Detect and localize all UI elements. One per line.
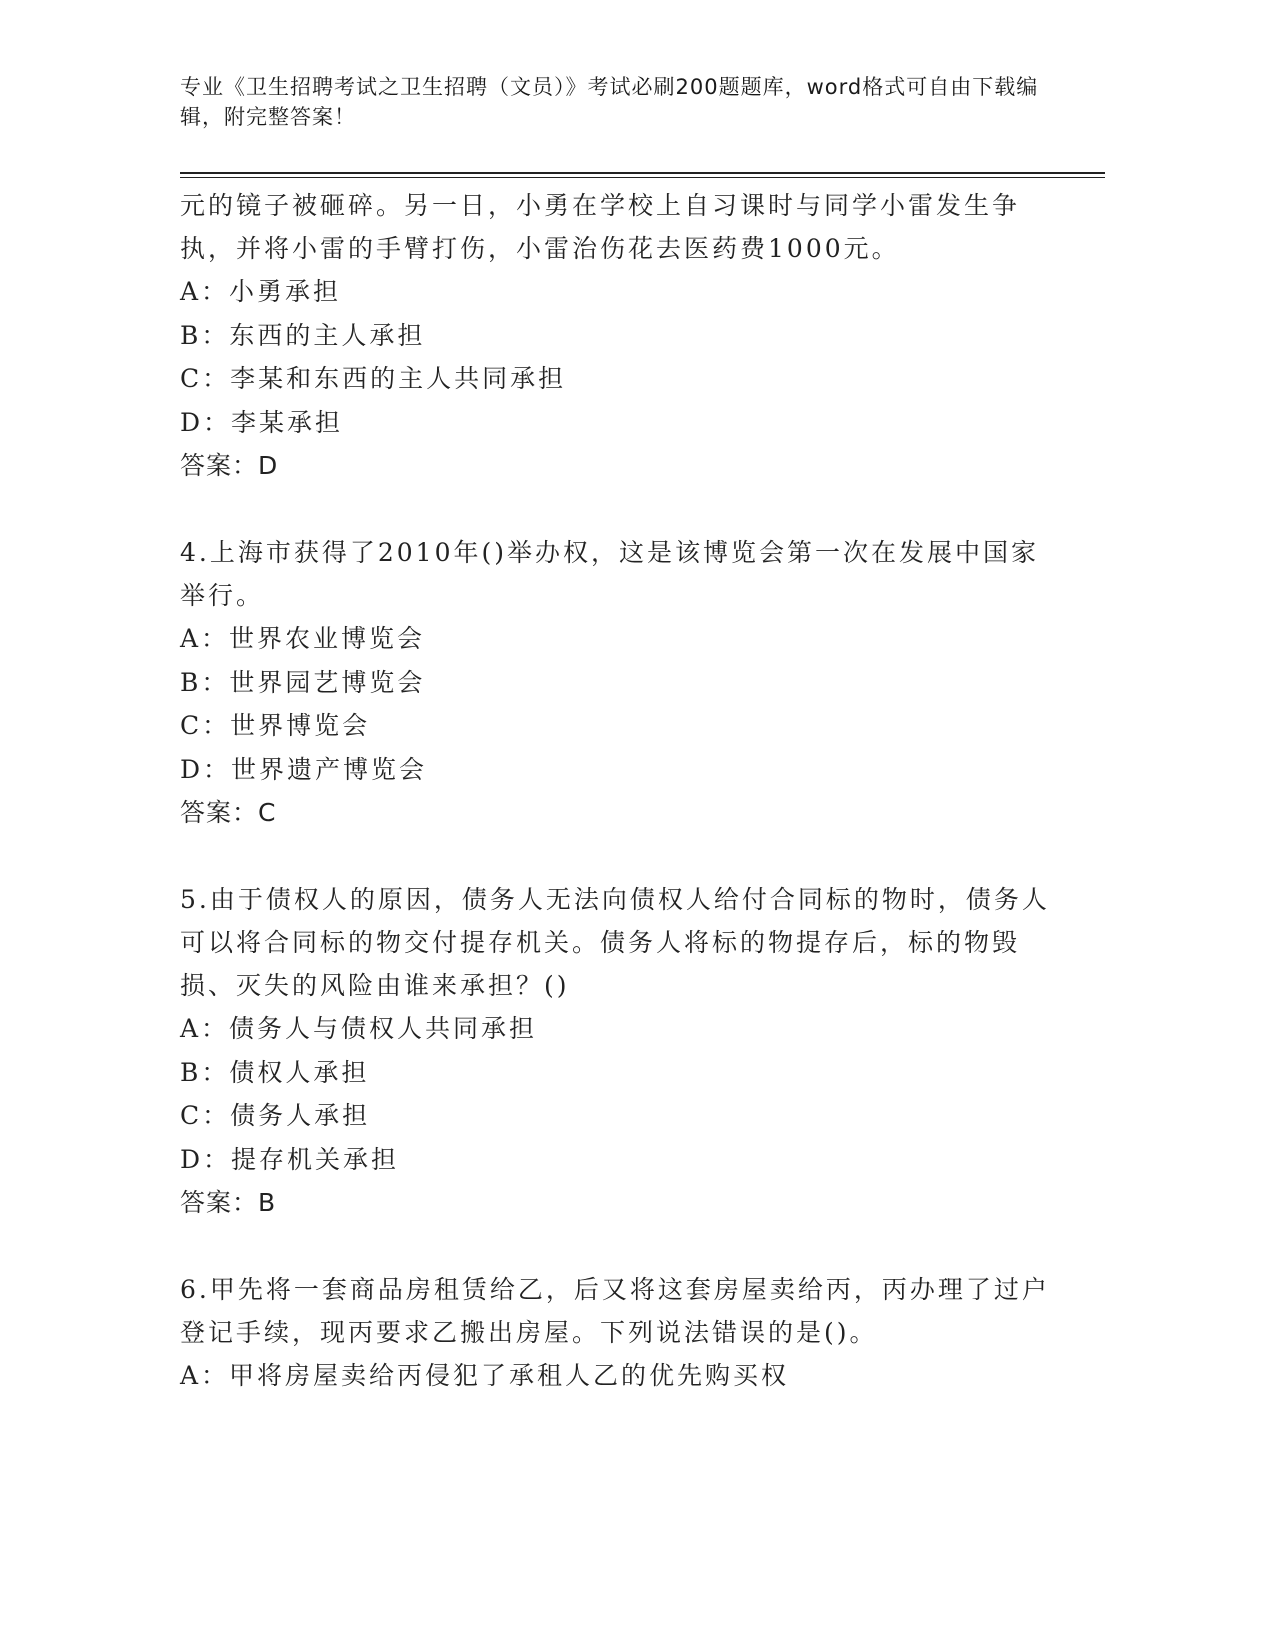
question-6	[180, 1268, 1060, 1398]
question-text: 4.上海市获得了2010年()举办权，这是该博览会第一次在发展中国家举行。	[180, 538, 1039, 610]
question-list	[180, 184, 1060, 1398]
option-a: A：世界农业博览会	[180, 624, 426, 653]
document-title: 专业《卫生招聘考试之卫生招聘（文员）》考试必刷200题题库，word格式可自由下载编辑，附完整答案！	[180, 75, 1039, 129]
question-3-continued	[180, 184, 1060, 488]
question-text: 元的镜子被砸碎。另一日，小勇在学校上自习课时与同学小雷发生争执，并将小雷的手臂打伤，小雷治伤花去医药费1000元。	[180, 191, 1021, 263]
question-text: 5.由于债权人的原因，债务人无法向债权人给付合同标的物时，债务人可以将合同标的物交付提存机关。债务人将标的物提存后，标的物毁损、灭失的风险由谁来承担？()	[180, 885, 1050, 1000]
option-d: D：世界遗产博览会	[180, 754, 428, 784]
option-c: C：债务人承担	[180, 1101, 371, 1130]
option-d: D：李某承担	[180, 407, 344, 437]
option-a: A：小勇承担	[180, 277, 342, 306]
question-text: 6.甲先将一套商品房租赁给乙，后又将这套房屋卖给丙，丙办理了过户登记手续，现丙要求乙搬出房屋。下列说法错误的是()。	[180, 1275, 1050, 1347]
option-b: B：债权人承担	[180, 1057, 370, 1087]
option-a: A：甲将房屋卖给丙侵犯了承租人乙的优先购买权	[180, 1361, 790, 1390]
option-b: B：东西的主人承担	[180, 320, 426, 350]
option-a: A：债务人与债权人共同承担	[180, 1014, 538, 1043]
option-d: D：提存机关承担	[180, 1144, 400, 1174]
header-divider-thin	[180, 177, 1105, 178]
option-b: B：世界园艺博览会	[180, 667, 426, 697]
option-c: C：世界博览会	[180, 711, 371, 740]
header-divider-thick	[180, 172, 1105, 174]
answer-line: 答案：B	[180, 1188, 277, 1217]
question-4	[180, 531, 1060, 835]
document-header	[180, 72, 1040, 132]
answer-line: 答案：D	[180, 451, 279, 480]
option-c: C：李某和东西的主人共同承担	[180, 364, 567, 393]
answer-line: 答案：C	[180, 798, 277, 827]
question-5	[180, 878, 1060, 1225]
